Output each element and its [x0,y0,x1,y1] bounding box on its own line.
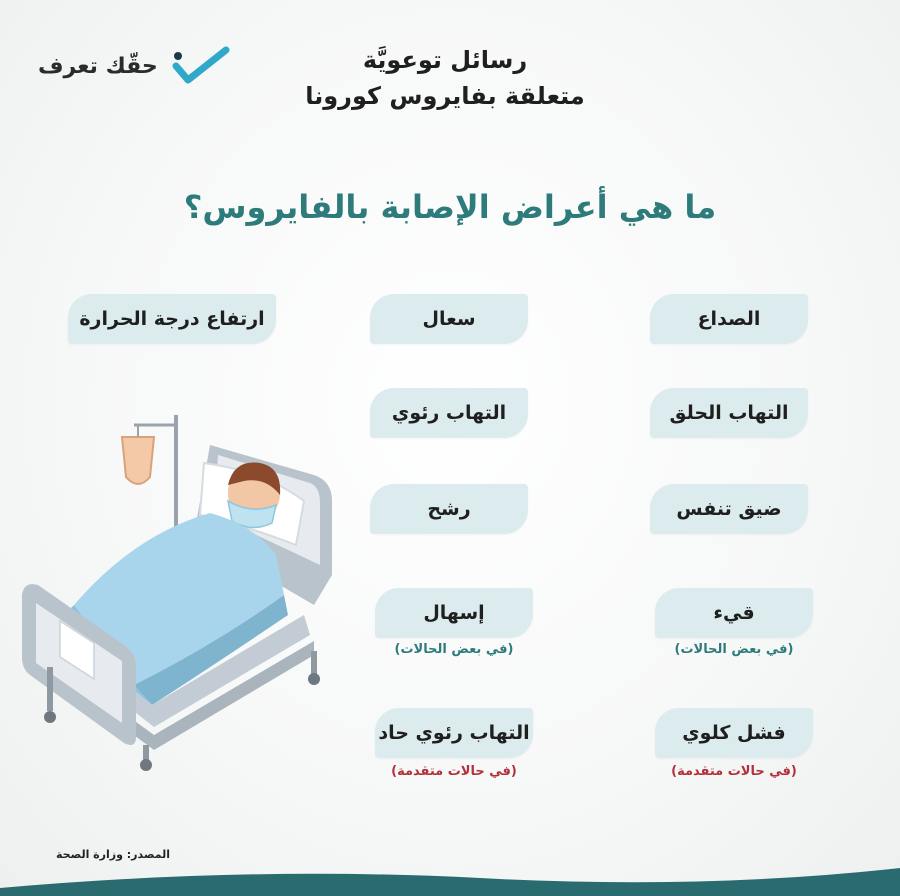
source-credit: المصدر: وزارة الصحة [56,848,170,861]
note-advanced-cases: (في حالات متقدمة) [671,764,797,779]
symptom-label: ضيق تنفس [676,498,782,520]
symptom-cough [370,294,528,344]
symptom-runny-nose [370,484,528,534]
note-some-cases: (في بعض الحالات) [674,642,794,657]
symptom-kidney-failure [655,708,813,758]
symptom-label: التهاب رئوي حاد [378,722,530,744]
symptom-label: سعال [422,308,476,330]
checkmark-icon [172,46,230,88]
symptom-label: ارتفاع درجة الحرارة [79,308,265,330]
symptom-vomiting [655,588,813,638]
note-some-cases: (في بعض الحالات) [394,642,514,657]
brand-logo [34,44,234,94]
symptom-severe-pneumonia [375,708,533,758]
footer-wave [0,848,900,896]
symptom-pneumonia [370,388,528,438]
symptom-fever [68,294,276,344]
symptom-label: التهاب الحلق [669,402,789,424]
note-advanced-cases: (في حالات متقدمة) [391,764,517,779]
symptom-headache [650,294,808,344]
symptom-label: الصداع [697,308,761,330]
symptom-label: التهاب رئوي [391,402,507,424]
header-line-2: متعلقة بفايروس كورونا [305,82,585,110]
symptom-label: رشح [427,498,471,520]
symptom-diarrhea [375,588,533,638]
symptom-label: فشل كلوي [682,722,786,744]
page-title: ما هي أعراض الإصابة بالفايروس؟ [183,188,717,226]
header-line-1: رسائل توعويَّة [362,46,528,74]
hospital-bed-illustration [14,405,354,775]
symptom-shortness-of-breath [650,484,808,534]
symptom-label: قيء [713,602,755,624]
campaign-header [270,42,620,114]
brand-name: حقّك تعرف [38,54,158,79]
symptom-sore-throat [650,388,808,438]
symptom-label: إسهال [423,602,485,624]
